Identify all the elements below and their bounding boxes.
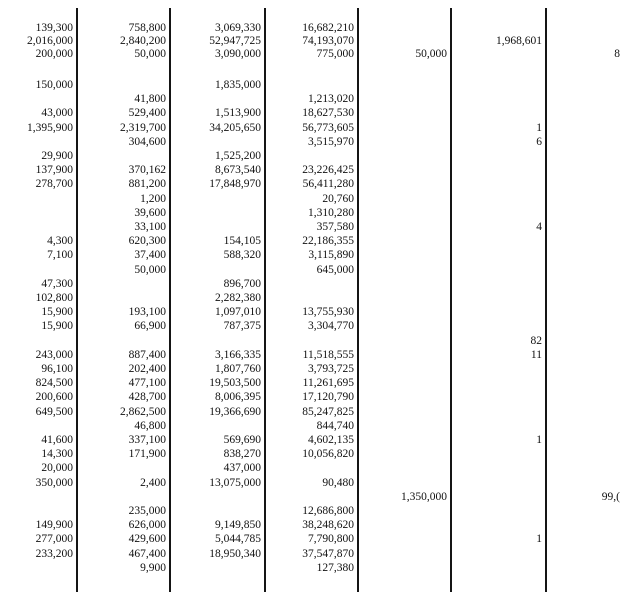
table-cell: 887,400 <box>128 348 166 361</box>
table-cell: 1,310,280 <box>308 206 354 219</box>
table-cell: 154,105 <box>223 235 261 248</box>
column-divider <box>264 8 266 592</box>
table-cell: 11,261,695 <box>302 377 354 390</box>
table-cell: 149,900 <box>35 519 73 532</box>
table-cell: 529,400 <box>128 107 166 120</box>
table-cell: 3,793,725 <box>308 363 354 375</box>
table-cell: 150,000 <box>35 79 73 91</box>
table-cell: 2,862,500 <box>120 405 166 418</box>
table-cell: 17,120,790 <box>302 391 354 404</box>
table-cell: 41,600 <box>41 434 73 446</box>
table-cell: 437,000 <box>223 462 261 475</box>
table-cell: 2,016,000 <box>27 35 73 47</box>
table-cell: 202,400 <box>128 363 166 375</box>
table-cell: 7,100 <box>47 249 73 262</box>
table-cell: 429,600 <box>128 533 166 546</box>
table-cell: 588,320 <box>223 249 261 262</box>
table-cell: 13,755,930 <box>302 306 354 319</box>
table-cell: 127,380 <box>316 561 354 574</box>
table-cell: 787,375 <box>223 320 261 333</box>
table-cell: 3,304,770 <box>308 320 354 333</box>
table-cell: 3,166,335 <box>215 348 261 361</box>
table-cell: 56,773,605 <box>302 121 354 134</box>
table-cell: 6 <box>536 135 542 148</box>
table-cell: 102,800 <box>35 292 73 304</box>
table-cell: 50,000 <box>415 48 447 60</box>
table-cell: 626,000 <box>128 519 166 532</box>
table-cell: 39,600 <box>134 206 166 219</box>
table-cell: 1,835,000 <box>215 79 261 91</box>
table-cell: 99,( <box>601 490 620 503</box>
table-cell: 1 <box>536 434 542 446</box>
table-cell: 838,270 <box>223 448 261 461</box>
column-divider <box>169 8 171 592</box>
table-cell: 90,480 <box>322 476 354 489</box>
table-cell: 477,100 <box>128 377 166 390</box>
table-cell: 15,900 <box>41 320 73 333</box>
table-cell: 620,300 <box>128 235 166 248</box>
table-cell: 5,044,785 <box>215 533 261 546</box>
table-cell: 350,000 <box>35 476 73 489</box>
table-cell: 235,000 <box>128 505 166 517</box>
table-cell: 38,248,620 <box>302 519 354 532</box>
column-divider <box>450 8 452 592</box>
table-cell: 50,000 <box>134 48 166 60</box>
table-cell: 17,848,970 <box>209 178 261 191</box>
table-cell: 43,000 <box>41 107 73 120</box>
table-cell: 1,513,900 <box>215 107 261 120</box>
table-cell: 278,700 <box>35 178 73 191</box>
table-cell: 8,006,395 <box>215 391 261 404</box>
table-cell: 896,700 <box>223 277 261 290</box>
table-cell: 10,056,820 <box>302 448 354 461</box>
table-cell: 1,097,010 <box>215 306 261 319</box>
table-cell: 34,205,650 <box>209 121 261 134</box>
table-cell: 4 <box>536 221 542 233</box>
table-cell: 277,000 <box>35 533 73 546</box>
table-cell: 50,000 <box>134 263 166 276</box>
column-divider <box>357 8 359 592</box>
table-cell: 2,840,200 <box>120 35 166 47</box>
table-cell: 46,800 <box>134 419 166 432</box>
table-cell: 8,673,540 <box>215 164 261 177</box>
table-cell: 3,069,330 <box>215 22 261 34</box>
table-cell: 9,900 <box>140 561 166 574</box>
table-cell: 193,100 <box>128 306 166 319</box>
table-cell: 1,350,000 <box>401 490 447 503</box>
table-cell: 15,900 <box>41 306 73 319</box>
table-cell: 56,411,280 <box>302 178 354 191</box>
table-cell: 1,395,900 <box>27 121 73 134</box>
table-cell: 18,950,340 <box>209 547 261 560</box>
table-cell: 304,600 <box>128 135 166 148</box>
table-cell: 8 <box>614 48 620 60</box>
table-cell: 2,400 <box>140 476 166 489</box>
table-cell: 758,800 <box>128 22 166 34</box>
table-cell: 844,740 <box>316 419 354 432</box>
table-cell: 52,947,725 <box>209 35 261 47</box>
table-cell: 1,807,760 <box>215 363 261 375</box>
table-cell: 428,700 <box>128 391 166 404</box>
table-cell: 337,100 <box>128 434 166 446</box>
table-cell: 357,580 <box>316 221 354 233</box>
table-cell: 41,800 <box>134 93 166 106</box>
table-cell: 19,503,500 <box>209 377 261 390</box>
table-cell: 37,547,870 <box>302 547 354 560</box>
table-cell: 233,200 <box>35 547 73 560</box>
table-cell: 29,900 <box>41 150 73 162</box>
table-cell: 1 <box>536 121 542 134</box>
table-cell: 22,186,355 <box>302 235 354 248</box>
table-cell: 467,400 <box>128 547 166 560</box>
table-cell: 66,900 <box>134 320 166 333</box>
table-cell: 33,100 <box>134 221 166 233</box>
table-cell: 824,500 <box>35 377 73 390</box>
table-cell: 11 <box>530 348 542 361</box>
table-cell: 4,300 <box>47 235 73 248</box>
table-cell: 12,686,800 <box>302 505 354 517</box>
table-cell: 18,627,530 <box>302 107 354 120</box>
table-cell: 881,200 <box>128 178 166 191</box>
table-cell: 16,682,210 <box>302 22 354 34</box>
table-cell: 82 <box>530 334 542 347</box>
table-cell: 14,300 <box>41 448 73 461</box>
table-cell: 37,400 <box>134 249 166 262</box>
column-divider <box>76 8 78 592</box>
table-cell: 775,000 <box>316 48 354 60</box>
table-cell: 200,600 <box>35 391 73 404</box>
table-cell: 243,000 <box>35 348 73 361</box>
column-divider <box>545 8 547 592</box>
table-cell: 20,760 <box>322 192 354 205</box>
table-cell: 370,162 <box>128 164 166 177</box>
table-cell: 11,518,555 <box>302 348 354 361</box>
table-cell: 74,193,070 <box>302 35 354 47</box>
table-cell: 1 <box>536 533 542 546</box>
table-cell: 645,000 <box>316 263 354 276</box>
table-cell: 23,226,425 <box>302 164 354 177</box>
table-cell: 7,790,800 <box>308 533 354 546</box>
table-cell: 139,300 <box>35 22 73 34</box>
table-cell: 569,690 <box>223 434 261 446</box>
table-cell: 20,000 <box>41 462 73 475</box>
table-cell: 2,282,380 <box>215 292 261 304</box>
table-cell: 4,602,135 <box>308 434 354 446</box>
table-cell: 137,900 <box>35 164 73 177</box>
table-cell: 1,213,020 <box>308 93 354 106</box>
table-cell: 200,000 <box>35 48 73 60</box>
table-cell: 3,515,970 <box>308 135 354 148</box>
table-cell: 13,075,000 <box>209 476 261 489</box>
table-cell: 2,319,700 <box>120 121 166 134</box>
table-cell: 3,115,890 <box>308 249 354 262</box>
table-cell: 47,300 <box>41 277 73 290</box>
table-cell: 96,100 <box>41 363 73 375</box>
table-cell: 1,525,200 <box>215 150 261 162</box>
table-cell: 1,200 <box>140 192 166 205</box>
table-cell: 1,968,601 <box>496 35 542 47</box>
table-cell: 19,366,690 <box>209 405 261 418</box>
table-cell: 3,090,000 <box>215 48 261 60</box>
table-cell: 9,149,850 <box>215 519 261 532</box>
table-cell: 649,500 <box>35 405 73 418</box>
table-cell: 171,900 <box>128 448 166 461</box>
table-cell: 85,247,825 <box>302 405 354 418</box>
